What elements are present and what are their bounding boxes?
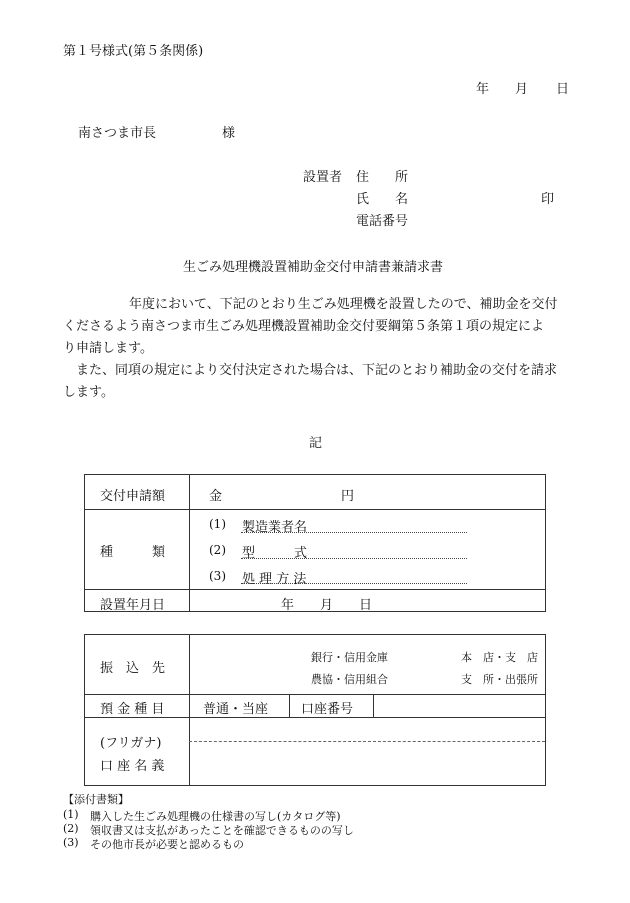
body-line-5: します。: [63, 385, 114, 400]
applicant-role: 設置者: [303, 170, 343, 185]
item-2-field-line: [241, 558, 467, 559]
application-table: [84, 474, 546, 612]
applicant-phone-label: 電話番号: [356, 214, 409, 229]
account-holder-label: 口 座 名 義: [100, 759, 165, 774]
attachments-header: 【添付書類】: [63, 793, 129, 806]
addressee-name: 南さつま市長: [78, 126, 157, 141]
date-day-label: 日: [556, 82, 570, 97]
bank-account-table: [84, 634, 546, 786]
item-1-field-line: [241, 532, 467, 533]
attachment-3-number: (3): [63, 836, 79, 849]
attachment-2-number: (2): [63, 822, 79, 835]
amount-label: 交付申請額: [100, 489, 166, 504]
amount-kin: 金: [209, 489, 223, 504]
date-month-label: 月: [515, 82, 529, 97]
attachment-3-text: その他市長が必要と認めるもの: [90, 838, 244, 851]
amount-yen: 円: [341, 489, 355, 504]
attachment-1-number: (1): [63, 808, 79, 821]
item-2-label: 型 式: [242, 546, 308, 561]
attachment-1-text: 購入した生ごみ処理機の仕様書の写し(カタログ等): [90, 810, 341, 823]
addressee-honorific: 様: [222, 126, 236, 141]
body-line-1: 年度において、下記のとおり生ごみ処理機を設置したので、補助金を交付: [129, 297, 558, 312]
item-3-label: 処 理 方 法: [242, 572, 307, 587]
form-number: 第１号様式(第５条関係): [63, 44, 204, 59]
item-3-field-line: [241, 583, 467, 584]
applicant-address-label: 住 所: [356, 170, 409, 185]
branch-type-2: 支 所・出張所: [461, 673, 538, 686]
attachment-2-text: 領収書又は支払があったことを確認できるものの写し: [90, 824, 354, 837]
install-date-label: 設置年月日: [100, 598, 166, 613]
body-line-3: り申請します。: [63, 341, 153, 356]
body-line-2: くださるよう南さつま市生ごみ処理機設置補助金交付要綱第５条第１項の規定によ: [63, 319, 545, 334]
deposit-type-label: 預 金 種 目: [100, 702, 165, 717]
kind-label: 種 類: [100, 545, 166, 560]
item-1-label: 製造業者名: [242, 520, 308, 535]
body-paragraph: [63, 294, 583, 404]
date-year-label: 年: [476, 82, 490, 97]
item-3-number: (3): [209, 569, 226, 583]
seal-mark: 印: [541, 192, 555, 207]
deposit-type-options: 普通・当座: [203, 702, 269, 717]
document-title: 生ごみ処理機設置補助金交付申請書兼請求書: [183, 260, 444, 275]
ki-heading: 記: [309, 436, 323, 451]
body-line-4: また、同項の規定により交付決定された場合は、下記のとおり補助金の交付を請求: [76, 363, 558, 378]
item-1-number: (1): [209, 517, 226, 531]
bank-type-1: 銀行・信用金庫: [311, 651, 388, 664]
install-date-value: 年 月 日: [281, 598, 373, 613]
furigana-divider: [189, 741, 545, 742]
branch-type-1: 本 店・支 店: [461, 651, 538, 664]
furigana-label: (フリガナ): [100, 736, 162, 751]
item-2-number: (2): [209, 543, 226, 557]
account-number-label: 口座番号: [301, 702, 354, 717]
transfer-label: 振 込 先: [100, 661, 166, 676]
bank-type-2: 農協・信用組合: [311, 673, 388, 686]
applicant-name-label: 氏 名: [356, 192, 409, 207]
